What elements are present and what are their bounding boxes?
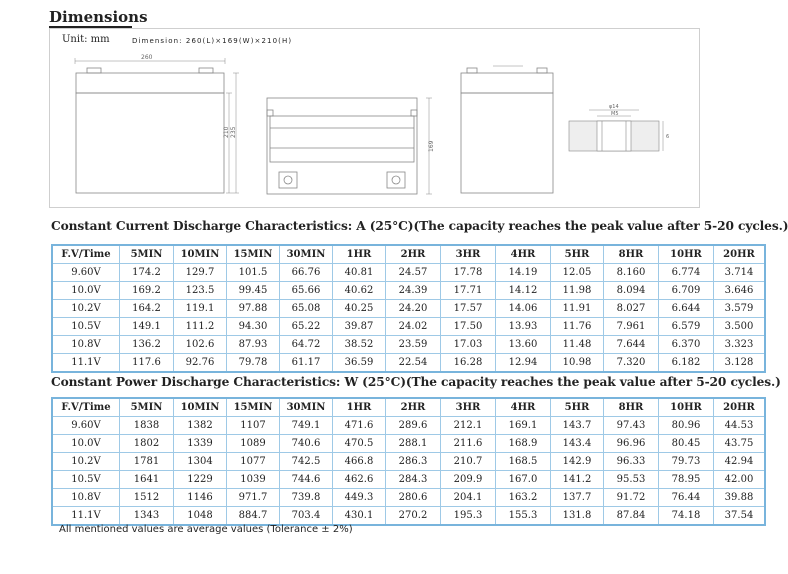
table-cell: 163.2 [496,489,551,507]
table-cell: 462.6 [333,471,386,489]
column-header: 10HR [659,398,714,417]
table-cell: 92.76 [174,354,227,373]
table-cell: 17.78 [441,264,496,282]
table-cell: 65.66 [280,282,333,300]
table-cell: 1339 [174,435,227,453]
table-cell: 1107 [227,417,280,435]
dimension-drawings [49,28,700,208]
voltage-cell: 10.0V [52,282,120,300]
table-row [52,453,765,471]
table-cell: 91.72 [604,489,659,507]
table-cell: 14.19 [496,264,551,282]
column-header: 1HR [333,398,386,417]
table-cell: 7.644 [604,336,659,354]
table-row [52,471,765,489]
table-row [52,354,765,373]
table-cell: 11.91 [551,300,604,318]
table-cell: 6.182 [659,354,714,373]
table-cell: 102.6 [174,336,227,354]
front-view-drawing [75,58,239,193]
table-cell: 6.370 [659,336,714,354]
table-cell: 17.57 [441,300,496,318]
table-cell: 6.774 [659,264,714,282]
column-header: 5HR [551,245,604,264]
table-cell: 76.44 [659,489,714,507]
table-cell: 129.7 [174,264,227,282]
table-cell: 169.1 [496,417,551,435]
table-cell: 3.128 [714,354,766,373]
column-header: 10HR [659,245,714,264]
voltage-cell: 9.60V [52,264,120,282]
table-cell: 1382 [174,417,227,435]
table-cell: 8.160 [604,264,659,282]
table-cell: 3.579 [714,300,766,318]
table-cell: 24.57 [386,264,441,282]
table-cell: 1146 [174,489,227,507]
column-header: 20HR [714,398,766,417]
voltage-cell: 10.0V [52,435,120,453]
table-cell: 39.87 [333,318,386,336]
table-cell: 65.22 [280,318,333,336]
table-cell: 78.95 [659,471,714,489]
table-row [52,489,765,507]
column-header: 30MIN [280,245,333,264]
table-cell: 3.500 [714,318,766,336]
table-cell: 204.1 [441,489,496,507]
table-cell: 884.7 [227,507,280,526]
front-height-inner-label: 210 [223,126,230,138]
table-cell: 43.75 [714,435,766,453]
table-cell: 97.43 [604,417,659,435]
table-cell: 1089 [227,435,280,453]
terminal-depth-label: 6 [666,134,670,140]
table-cell: 74.18 [659,507,714,526]
table-cell: 12.05 [551,264,604,282]
column-header: 30MIN [280,398,333,417]
table-cell: 739.8 [280,489,333,507]
table-cell: 289.6 [386,417,441,435]
table-cell: 42.00 [714,471,766,489]
table-cell: 42.94 [714,453,766,471]
table-cell: 37.54 [714,507,766,526]
front-height-total-label: 235 [230,126,237,138]
top-view-drawing [267,98,432,194]
table-cell: 174.2 [120,264,174,282]
table-cell: 1802 [120,435,174,453]
table-cell: 14.06 [496,300,551,318]
table-cell: 6.579 [659,318,714,336]
table-cell: 17.03 [441,336,496,354]
table-cell: 11.48 [551,336,604,354]
table-cell: 168.9 [496,435,551,453]
table-cell: 44.53 [714,417,766,435]
table-cell: 143.7 [551,417,604,435]
table-cell: 24.39 [386,282,441,300]
table-cell: 3.646 [714,282,766,300]
column-header: 20HR [714,245,766,264]
table-cell: 61.17 [280,354,333,373]
footnote: All mentioned values are average values (Tolerance ± 2%) [59,524,353,535]
table-cell: 1039 [227,471,280,489]
column-header: 3HR [441,245,496,264]
table-cell: 1781 [120,453,174,471]
voltage-cell: 10.2V [52,453,120,471]
table-cell: 1229 [174,471,227,489]
table-cell: 14.12 [496,282,551,300]
table-cell: 87.84 [604,507,659,526]
voltage-cell: 11.1V [52,354,120,373]
table-cell: 740.6 [280,435,333,453]
column-header: 10MIN [174,245,227,264]
table-cell: 6.644 [659,300,714,318]
table-row [52,417,765,435]
table-cell: 280.6 [386,489,441,507]
table-cell: 286.3 [386,453,441,471]
front-length-label: 260 [141,54,153,61]
table-cell: 96.96 [604,435,659,453]
column-header: 5HR [551,398,604,417]
table-cell: 141.2 [551,471,604,489]
table-row [52,318,765,336]
table-cell: 11.76 [551,318,604,336]
table-cell: 209.9 [441,471,496,489]
voltage-cell: 10.8V [52,489,120,507]
table-cell: 143.4 [551,435,604,453]
table-cell: 24.20 [386,300,441,318]
table-cell: 38.52 [333,336,386,354]
power-table-header-row [52,398,765,417]
column-header: 2HR [386,245,441,264]
table-cell: 40.81 [333,264,386,282]
column-header: 2HR [386,398,441,417]
table-cell: 470.5 [333,435,386,453]
table-cell: 288.1 [386,435,441,453]
table-cell: 430.1 [333,507,386,526]
table-cell: 17.71 [441,282,496,300]
table-cell: 87.93 [227,336,280,354]
voltage-cell: 10.2V [52,300,120,318]
table-cell: 8.094 [604,282,659,300]
table-cell: 101.5 [227,264,280,282]
table-cell: 1304 [174,453,227,471]
column-header: 1HR [333,245,386,264]
table-cell: 1048 [174,507,227,526]
table-cell: 7.961 [604,318,659,336]
table-cell: 36.59 [333,354,386,373]
voltage-cell: 9.60V [52,417,120,435]
table-cell: 449.3 [333,489,386,507]
column-header: F.V/Time [52,245,120,264]
table-cell: 3.323 [714,336,766,354]
power-discharge-table [51,397,766,526]
table-cell: 123.5 [174,282,227,300]
unit-label: Unit: mm [62,34,110,45]
table-cell: 169.2 [120,282,174,300]
table-cell: 111.2 [174,318,227,336]
table-cell: 7.320 [604,354,659,373]
table-cell: 471.6 [333,417,386,435]
table-cell: 8.027 [604,300,659,318]
terminal-outer-label: φ14 [609,104,619,110]
table-cell: 1343 [120,507,174,526]
table-cell: 466.8 [333,453,386,471]
dimension-spec: Dimension: 260(L)×169(W)×210(H) [132,37,293,45]
table-cell: 211.6 [441,435,496,453]
table-cell: 11.98 [551,282,604,300]
table-cell: 97.88 [227,300,280,318]
table-cell: 80.45 [659,435,714,453]
table-cell: 1512 [120,489,174,507]
table-cell: 155.3 [496,507,551,526]
table-cell: 168.5 [496,453,551,471]
current-table-header-row [52,245,765,264]
table-cell: 270.2 [386,507,441,526]
column-header: 8HR [604,398,659,417]
table-cell: 1641 [120,471,174,489]
table-cell: 6.709 [659,282,714,300]
table-row [52,435,765,453]
table-cell: 13.60 [496,336,551,354]
table-cell: 10.98 [551,354,604,373]
table-cell: 23.59 [386,336,441,354]
table-row [52,264,765,282]
table-cell: 1838 [120,417,174,435]
table-cell: 149.1 [120,318,174,336]
current-discharge-table [51,244,766,373]
table-row [52,336,765,354]
table-cell: 40.62 [333,282,386,300]
column-header: 3HR [441,398,496,417]
table-cell: 65.08 [280,300,333,318]
table-cell: 16.28 [441,354,496,373]
table-cell: 117.6 [120,354,174,373]
table-cell: 167.0 [496,471,551,489]
table-cell: 284.3 [386,471,441,489]
table-cell: 195.3 [441,507,496,526]
column-header: 8HR [604,245,659,264]
column-header: 10MIN [174,398,227,417]
voltage-cell: 10.5V [52,318,120,336]
table-row [52,507,765,526]
side-height-label: 169 [428,140,435,152]
table-cell: 95.53 [604,471,659,489]
table-cell: 210.7 [441,453,496,471]
table-cell: 119.1 [174,300,227,318]
table-cell: 22.54 [386,354,441,373]
table-cell: 131.8 [551,507,604,526]
column-header: 4HR [496,245,551,264]
table-row [52,300,765,318]
table-cell: 164.2 [120,300,174,318]
table-cell: 40.25 [333,300,386,318]
current-table-heading: Constant Current Discharge Characteristics: A (25°C)(The capacity reaches the peak value after 5-20 cycles.) [51,219,788,233]
voltage-cell: 10.5V [52,471,120,489]
side-view-drawing [461,66,553,193]
table-cell: 66.76 [280,264,333,282]
table-cell: 142.9 [551,453,604,471]
voltage-cell: 11.1V [52,507,120,526]
column-header: 4HR [496,398,551,417]
table-row [52,282,765,300]
table-cell: 749.1 [280,417,333,435]
table-cell: 136.2 [120,336,174,354]
table-cell: 1077 [227,453,280,471]
column-header: 5MIN [120,245,174,264]
terminal-inner-label: M5 [611,111,619,117]
table-cell: 742.5 [280,453,333,471]
table-cell: 79.73 [659,453,714,471]
table-cell: 13.93 [496,318,551,336]
table-cell: 744.6 [280,471,333,489]
table-cell: 39.88 [714,489,766,507]
page-title: Dimensions [49,8,148,26]
table-cell: 64.72 [280,336,333,354]
table-cell: 3.714 [714,264,766,282]
table-cell: 212.1 [441,417,496,435]
table-cell: 79.78 [227,354,280,373]
voltage-cell: 10.8V [52,336,120,354]
power-table-heading: Constant Power Discharge Characteristics: W (25°C)(The capacity reaches the peak value after 5-20 cycles.) [51,375,781,389]
table-cell: 99.45 [227,282,280,300]
table-cell: 12.94 [496,354,551,373]
table-cell: 80.96 [659,417,714,435]
table-cell: 17.50 [441,318,496,336]
table-cell: 96.33 [604,453,659,471]
table-cell: 137.7 [551,489,604,507]
table-cell: 971.7 [227,489,280,507]
table-cell: 24.02 [386,318,441,336]
column-header: F.V/Time [52,398,120,417]
table-cell: 94.30 [227,318,280,336]
column-header: 15MIN [227,398,280,417]
column-header: 15MIN [227,245,280,264]
column-header: 5MIN [120,398,174,417]
table-cell: 703.4 [280,507,333,526]
